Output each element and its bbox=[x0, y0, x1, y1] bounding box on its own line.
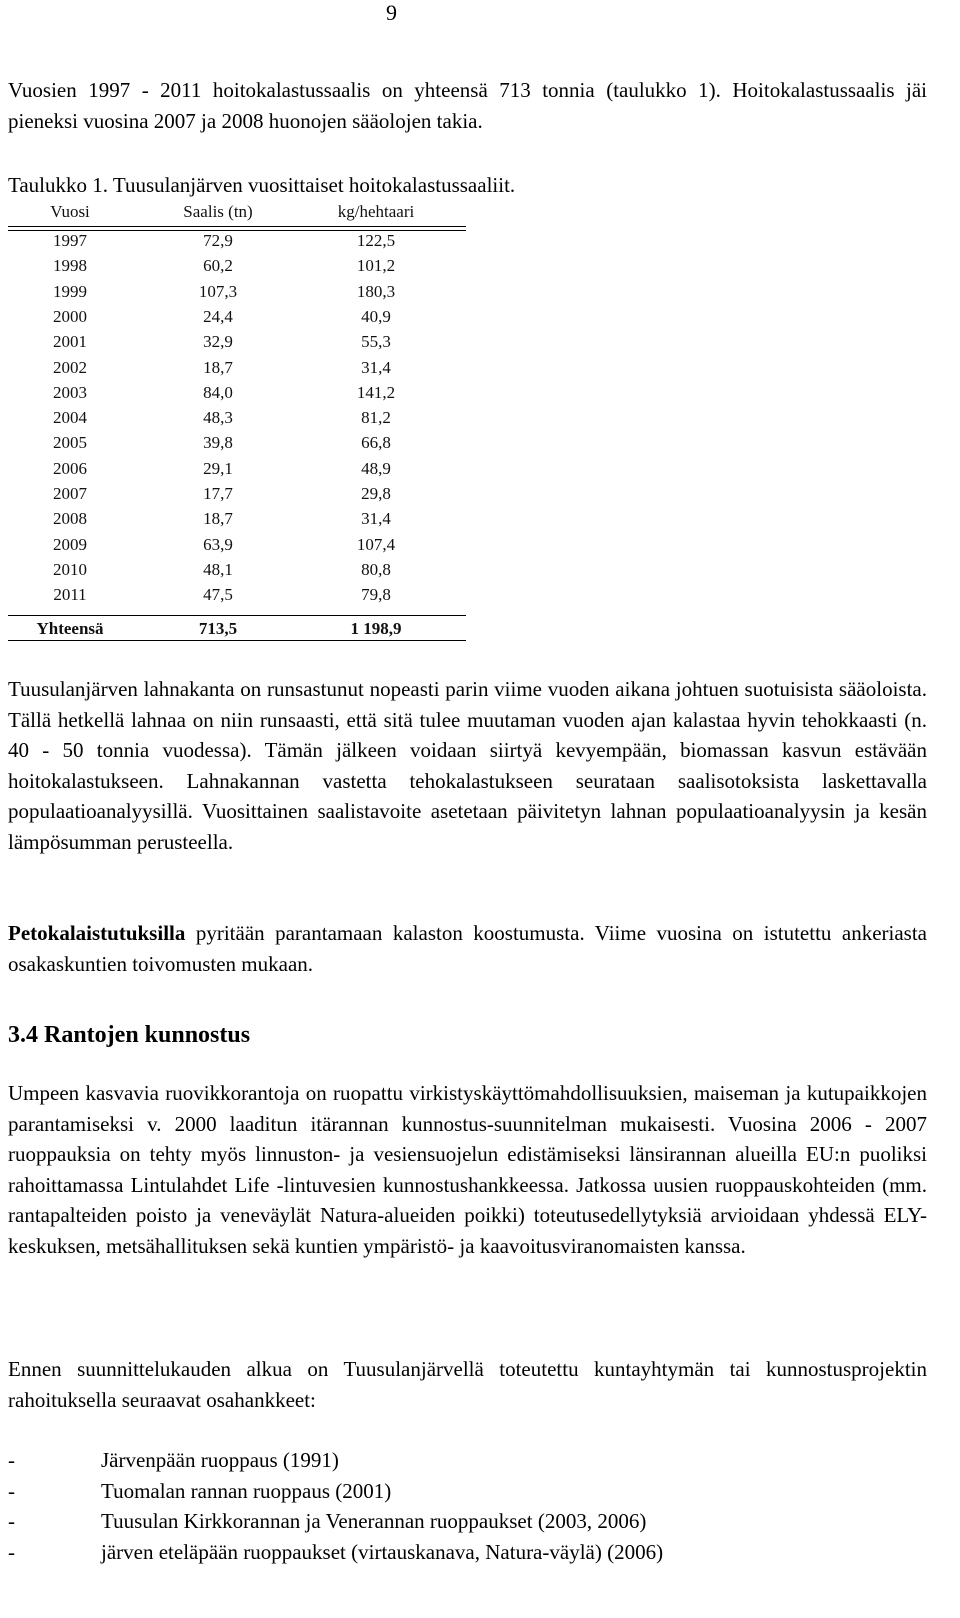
table-caption: Taulukko 1. Tuusulanjärven vuosittaiset hoitokalastussaaliit. bbox=[8, 173, 516, 197]
cell-kg-per-ha: 48,9 bbox=[361, 458, 391, 478]
total-label: Yhteensä bbox=[36, 619, 104, 638]
header-year: Vuosi bbox=[50, 202, 90, 221]
cell-catch: 48,3 bbox=[203, 408, 233, 428]
lahna-paragraph: Tuusulanjärven lahnakanta on runsastunut nopeasti parin viime vuoden aikana johtuen suotuisista sääoloista. Tällä hetkellä lahnaa on niin runsaasti, että sitä tulee muutaman vuoden ajan kalastaa hyvin tehokkaasti (n. 40 - 50 tonnia vuodessa). Tämän jälkeen voidaan siirtyä kevyempään, biomassan kasvun estävään hoitokalastukseen. Lahnakannan vastetta tehokalastukseen seurataan saalisotoksista laskettavalla populaatioanalyysillä. Vuosittainen saalistavoite asetetaan päivitetyn lahnan populaatioanalyysin ja kesän lämpösumman perusteella. bbox=[8, 677, 927, 854]
cell-catch: 24,4 bbox=[203, 306, 233, 326]
table-header-row bbox=[8, 202, 466, 227]
table-row bbox=[8, 231, 466, 256]
cell-catch: 18,7 bbox=[203, 509, 233, 529]
cell-catch: 32,9 bbox=[203, 332, 233, 352]
cell-kg-per-ha: 55,3 bbox=[361, 332, 391, 352]
cell-year: 2001 bbox=[53, 332, 87, 352]
cell-kg-per-ha: 40,9 bbox=[361, 306, 391, 326]
list-item-text: järven eteläpään ruoppaukset (virtauskanava, Natura-väylä) (2006) bbox=[101, 1539, 664, 1564]
table-row bbox=[8, 332, 466, 357]
cell-year: 2004 bbox=[53, 408, 87, 428]
intro-paragraph: Vuosien 1997 - 2011 hoitokalastussaalis on yhteensä 713 tonnia (taulukko 1). Hoitokalastussaalis jäi pieneksi vuosina 2007 ja 2008 huonojen sääolojen takia. bbox=[8, 78, 927, 133]
table-row bbox=[8, 282, 466, 307]
peto-text: pyritään parantamaan kalaston koostumusta. Viime vuosina on istutettu ankeriasta osakaskuntien toivomusten mukaan. bbox=[8, 921, 927, 976]
cell-kg-per-ha: 29,8 bbox=[361, 484, 391, 503]
table-row bbox=[8, 560, 466, 585]
list-item-text: Järvenpään ruoppaus (1991) bbox=[101, 1448, 339, 1472]
cell-kg-per-ha: 81,2 bbox=[361, 408, 391, 428]
peto-bold-term: Petokalaistutuksilla bbox=[8, 921, 186, 945]
cell-year: 2003 bbox=[53, 382, 87, 402]
cell-year: 1997 bbox=[53, 231, 87, 250]
cell-catch: 29,1 bbox=[203, 458, 233, 478]
list-bullet: - bbox=[8, 1539, 15, 1564]
cell-catch: 47,5 bbox=[203, 585, 233, 605]
cell-catch: 48,1 bbox=[203, 559, 233, 579]
table-row bbox=[8, 535, 466, 560]
header-kg-per-ha: kg/hehtaari bbox=[337, 202, 415, 221]
table-row bbox=[8, 358, 466, 383]
table-row bbox=[8, 383, 466, 408]
section-heading: 3.4 Rantojen kunnostus bbox=[8, 1022, 251, 1048]
cell-catch: 72,9 bbox=[203, 231, 233, 250]
table-row bbox=[8, 484, 466, 509]
cell-kg-per-ha: 141,2 bbox=[356, 382, 396, 402]
cell-year: 2008 bbox=[53, 509, 87, 529]
table-row bbox=[8, 585, 466, 610]
cell-kg-per-ha: 122,5 bbox=[356, 231, 396, 250]
header-rule-top bbox=[8, 226, 466, 227]
cell-year: 1999 bbox=[53, 281, 87, 301]
list-item-text: Tuomalan rannan ruoppaus (2001) bbox=[101, 1478, 392, 1503]
cell-kg-per-ha: 180,3 bbox=[356, 281, 396, 301]
table-row bbox=[8, 459, 466, 484]
cell-year: 2011 bbox=[53, 585, 87, 605]
cell-catch: 39,8 bbox=[203, 433, 233, 453]
list-bullet: - bbox=[8, 1478, 15, 1503]
cell-kg-per-ha: 31,4 bbox=[361, 357, 391, 377]
header-catch: Saalis (tn) bbox=[183, 202, 253, 221]
peto-paragraph bbox=[8, 918, 927, 979]
cell-year: 2005 bbox=[53, 433, 87, 453]
cell-year: 1998 bbox=[53, 256, 87, 276]
total-rule bbox=[8, 615, 466, 616]
total-catch: 713,5 bbox=[198, 619, 238, 638]
page-number: 9 bbox=[386, 0, 397, 25]
cell-year: 2000 bbox=[53, 306, 87, 326]
cell-year: 2009 bbox=[53, 534, 87, 554]
cell-year: 2010 bbox=[53, 559, 87, 579]
cell-kg-per-ha: 79,8 bbox=[361, 585, 391, 605]
cell-kg-per-ha: 101,2 bbox=[356, 256, 396, 276]
list-bullet: - bbox=[8, 1509, 15, 1533]
rannat-paragraph: Umpeen kasvavia ruovikkorantoja on ruopattu virkistyskäyttömahdollisuuksien, maiseman ja kutupaikkojen parantamiseksi v. 2000 laaditun itärannan kunnostus-suunnitelman mukaisesti. Vuosina 2006 - 2007 ruoppauksia on tehty myös linnuston- ja vesiensuojelun edistämiseksi länsirannan alueilla EU:n puoliksi rahoittamassa Lintulahdet Life -lintuvesien kunnostushankkeessa. Jatkossa uusien ruoppauskohteiden (mm. rantapalteiden poisto ja veneväylät Natura-alueiden poikki) toteutusedellytyksiä arvioidaan yhdessä ELY-keskuksen, metsähallituksen sekä kuntien ympäristö- ja kaavoitusviranomaisten kanssa. bbox=[8, 1081, 927, 1258]
table-row bbox=[8, 256, 466, 281]
cell-year: 2002 bbox=[53, 357, 87, 377]
table-row bbox=[8, 509, 466, 534]
cell-year: 2006 bbox=[53, 458, 87, 478]
table-row bbox=[8, 433, 466, 458]
cell-catch: 63,9 bbox=[203, 534, 233, 554]
cell-kg-per-ha: 66,8 bbox=[361, 433, 391, 453]
cell-catch: 18,7 bbox=[203, 357, 233, 377]
cell-catch: 107,3 bbox=[198, 281, 238, 301]
table-bottom-rule bbox=[8, 640, 466, 641]
cell-kg-per-ha: 107,4 bbox=[356, 534, 396, 554]
list-bullet: - bbox=[8, 1448, 15, 1472]
table-row bbox=[8, 307, 466, 332]
cell-catch: 17,7 bbox=[203, 484, 233, 503]
table-row bbox=[8, 408, 466, 433]
cell-kg-per-ha: 31,4 bbox=[361, 509, 391, 529]
cell-year: 2007 bbox=[53, 484, 87, 503]
ennen-paragraph: Ennen suunnittelukauden alkua on Tuusulanjärvellä toteutettu kuntayhtymän tai kunnostusprojektin rahoituksella seuraavat osahankkeet: bbox=[8, 1357, 927, 1412]
total-kg-per-ha: 1 198,9 bbox=[350, 619, 402, 638]
list-item-text: Tuusulan Kirkkorannan ja Venerannan ruoppaukset (2003, 2006) bbox=[101, 1509, 647, 1533]
cell-catch: 84,0 bbox=[203, 382, 233, 402]
cell-catch: 60,2 bbox=[203, 256, 233, 276]
cell-kg-per-ha: 80,8 bbox=[361, 559, 391, 579]
